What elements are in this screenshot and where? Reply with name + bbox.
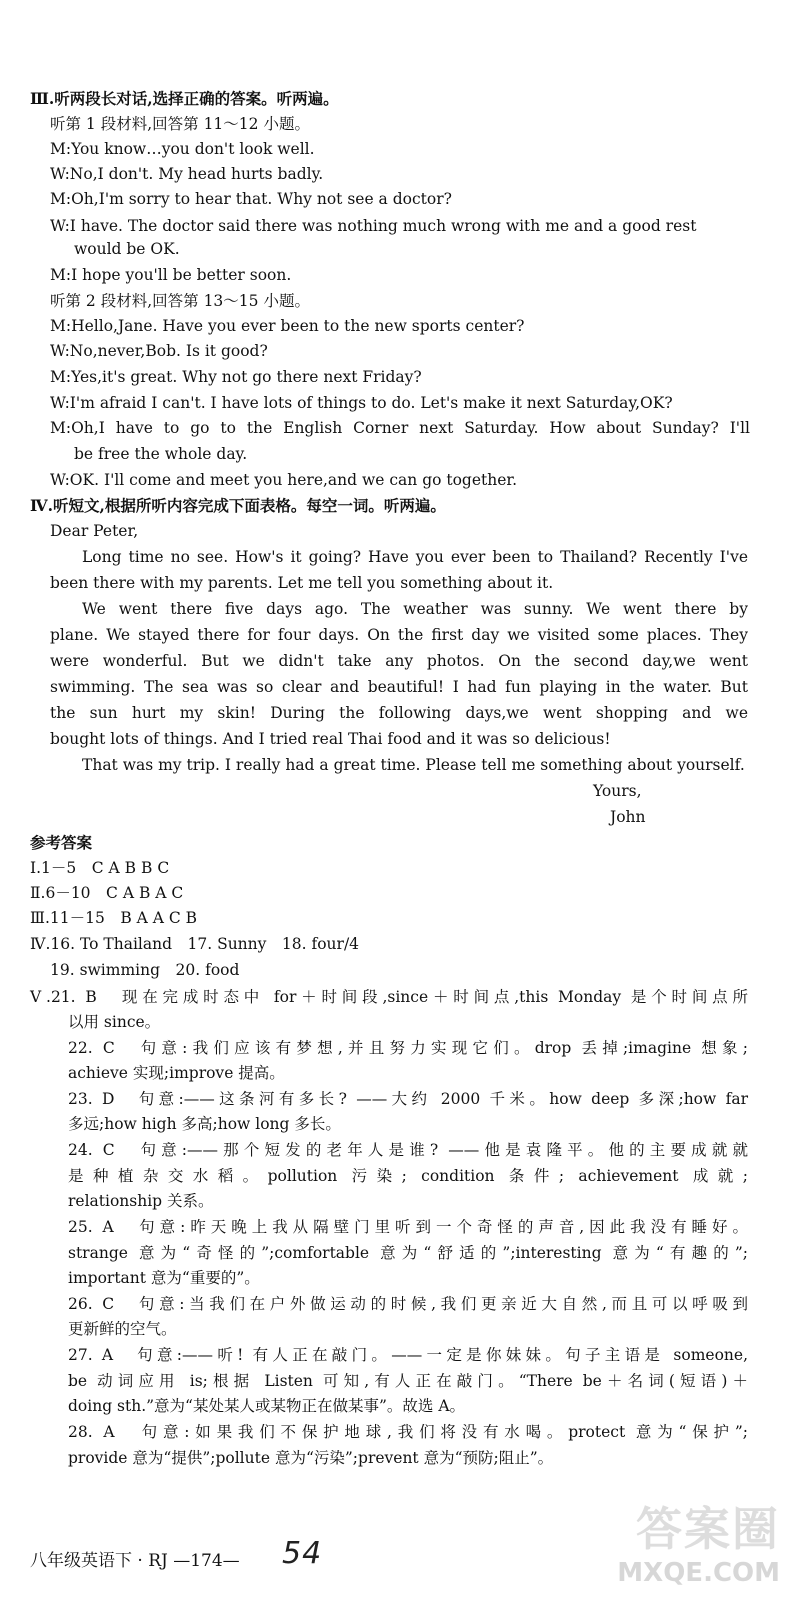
letter-line: That was my trip. I really had a great time. Please tell me something about yourself. (82, 756, 745, 774)
answer-line: Ⅲ.11－15 B A A C B (30, 909, 198, 927)
page-footer: 八年级英语下 · RJ —174— (30, 1551, 240, 1571)
dialogue-2-line: M:Oh,I have to go to the English Corner next Saturday. How about Sunday? I'll (50, 419, 750, 437)
dialogue-2-line: be free the whole day. (74, 445, 248, 463)
letter-greeting: Dear Peter, (50, 522, 139, 540)
handwritten-page-number: 54 (282, 1536, 323, 1571)
answer-line: 23. D 句意:——这条河有多长? ——大约 2000 千米。how deep 多深;how far (68, 1090, 748, 1108)
letter-line: Long time no see. How's it going? Have you ever been to Thailand? Recently I've (82, 548, 748, 566)
answer-line: Ⅳ.16. To Thailand 17. Sunny 18. four/4 (30, 935, 360, 953)
letter-line: were wonderful. But we didn't take any photos. On the second day,we went (50, 652, 748, 670)
letter-line: plane. We stayed there for four days. On the first day we visited some places. They (50, 626, 748, 644)
answer-line: provide 意为“提供”;pollute 意为“污染”;prevent 意为“预防;阻止”。 (68, 1449, 554, 1467)
letter-line: We went there five days ago. The weather was sunny. We went there by (82, 600, 748, 618)
dialogue-1-line: M:Oh,I'm sorry to hear that. Why not see a doctor? (50, 190, 452, 208)
answer-line: 更新鲜的空气。 (68, 1320, 177, 1338)
dialogue-2-line: M:Yes,it's great. Why not go there next Friday? (50, 368, 422, 386)
letter-closing: Yours, (593, 782, 642, 800)
answer-line: Ⅰ.1－5 C A B B C (30, 859, 170, 877)
answer-line: 27. A 句意:——听! 有人正在敲门。——一定是你妹妹。句子主语是 someone, (68, 1346, 748, 1364)
material-1-heading: 听第 1 段材料,回答第 11～12 小题。 (50, 115, 310, 133)
dialogue-2-line: W:I'm afraid I can't. I have lots of things to do. Let's make it next Saturday,OK? (50, 394, 673, 412)
section-4-title: Ⅳ.听短文,根据所听内容完成下面表格。每空一词。听两遍。 (30, 496, 446, 515)
answer-line: 多远;how high 多高;how long 多长。 (68, 1115, 341, 1133)
dialogue-1-line: M:I hope you'll be better soon. (50, 266, 292, 284)
material-2-heading: 听第 2 段材料,回答第 13～15 小题。 (50, 292, 310, 310)
letter-line: been there with my parents. Let me tell you something about it. (50, 574, 554, 592)
answer-line: doing sth.”意为“某处某人或某物正在做某事”。故选 A。 (68, 1397, 466, 1415)
answer-line: 25. A 句意:昨天晚上我从隔壁门里听到一个奇怪的声音,因此我没有睡好。 (68, 1218, 748, 1236)
answer-line: 28. A 句意:如果我们不保护地球,我们将没有水喝。protect 意为“保护”; (68, 1423, 748, 1441)
answer-line: 以用 since。 (68, 1013, 161, 1031)
answer-line: Ⅴ.21. B 现在完成时态中 for＋时间段,since＋时间点,this Monday 是个时间点所 (30, 988, 748, 1006)
answer-line: important 意为“重要的”。 (68, 1269, 260, 1287)
dialogue-1-line: would be OK. (74, 240, 180, 258)
letter-line: swimming. The sea was so clear and beautiful! I had fun playing in the water. But (50, 678, 748, 696)
dialogue-2-line: W:No,never,Bob. Is it good? (50, 342, 268, 360)
watermark-url: MXQE.COM (617, 1558, 780, 1588)
dialogue-1-line: W:I have. The doctor said there was nothing much wrong with me and a good rest (50, 217, 697, 235)
answer-line: relationship 关系。 (68, 1192, 214, 1210)
dialogue-2-line: W:OK. I'll come and meet you here,and we can go together. (50, 471, 518, 489)
letter-line: the sun hurt my skin! During the following days,we went shopping and we (50, 704, 748, 722)
letter-signature: John (610, 808, 646, 826)
answer-line: 19. swimming 20. food (50, 961, 240, 979)
watermark (560, 1500, 780, 1596)
answers-heading: 参考答案 (30, 833, 93, 852)
dialogue-1-line: M:You know…you don't look well. (50, 140, 315, 158)
section-3-title: Ⅲ.听两段长对话,选择正确的答案。听两遍。 (30, 89, 339, 108)
answer-line: Ⅱ.6－10 C A B A C (30, 884, 184, 902)
answer-line: achieve 实现;improve 提高。 (68, 1064, 285, 1082)
watermark-logo: 答案圈 (636, 1502, 780, 1556)
answer-line: 26. C 句意:当我们在户外做运动的时候,我们更亲近大自然,而且可以呼吸到 (68, 1295, 748, 1313)
answer-line: be 动词应用 is;根据 Listen 可知,有人正在敲门。“There be＋名词(短语)＋ (68, 1372, 748, 1390)
answer-line: 22. C 句意:我们应该有梦想,并且努力实现它们。drop 丢掉;imagine 想象; (68, 1039, 748, 1057)
dialogue-2-line: M:Hello,Jane. Have you ever been to the new sports center? (50, 317, 525, 335)
answer-line: 是种植杂交水稻。pollution 污染; condition 条件; achievement 成就; (68, 1167, 748, 1185)
dialogue-1-line: W:No,I don't. My head hurts badly. (50, 165, 324, 183)
answer-line: 24. C 句意:——那个短发的老年人是谁? ——他是袁隆平。他的主要成就就 (68, 1141, 748, 1159)
answer-line: strange 意为“奇怪的”;comfortable 意为“舒适的”;interesting 意为“有趣的”; (68, 1244, 748, 1262)
letter-line: bought lots of things. And I tried real Thai food and it was so delicious! (50, 730, 611, 748)
